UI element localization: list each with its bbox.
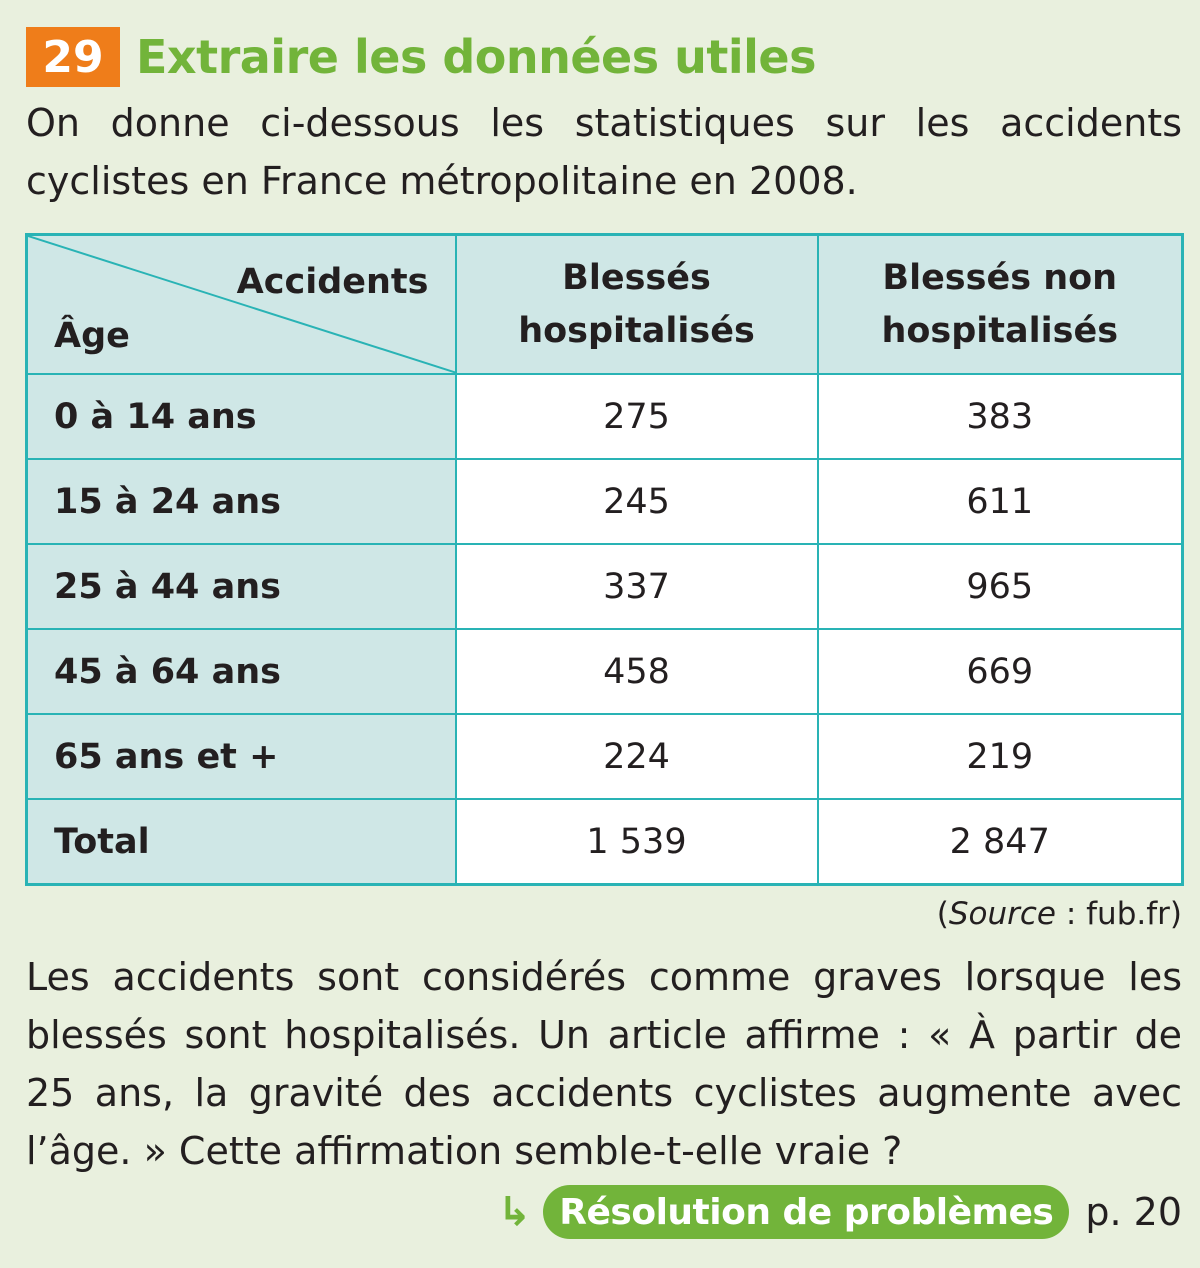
table-row [27,714,1183,799]
non-hospitalised-cell: 383 [818,374,1183,459]
problem-solving-link[interactable]: Résolution de problèmes [543,1185,1069,1239]
hospitalised-total-cell: 1 539 [456,799,818,885]
source-label: Source [948,896,1056,932]
corner-cell [27,235,456,375]
table-header-row [27,235,1183,375]
corner-label-accidents: Accidents [236,262,429,302]
non-hospitalised-cell: 965 [818,544,1183,629]
table-row [27,374,1183,459]
age-cell: 0 à 14 ans [27,374,456,459]
question-text: Les accidents sont considérés comme graves lorsque les blessés sont hospitalisés. Un article affirme : « À partir de 25 ans, la gravité des accidents cyclistes augmente avec l’âge. » Cette affirmation semble-t-elle vraie ? [26,955,1182,1173]
column-header-non-hospitalised: Blessés non hospitalisés [818,235,1183,375]
table-row-total [27,799,1183,885]
age-cell: 15 à 24 ans [27,459,456,544]
hospitalised-cell: 245 [456,459,818,544]
non-hospitalised-total-cell: 2 847 [818,799,1183,885]
age-cell: 65 ans et + [27,714,456,799]
intro-text: On donne ci-dessous les statistiques sur les accidents cyclistes en France métropolitaine en 2008. [26,101,1182,203]
statistics-table [25,233,1184,886]
hospitalised-cell: 275 [456,374,818,459]
non-hospitalised-cell: 669 [818,629,1183,714]
turn-arrow-icon: ↳ [497,1189,532,1235]
exercise-header [26,26,816,88]
table-row [27,544,1183,629]
non-hospitalised-cell: 219 [818,714,1183,799]
page-reference: p. 20 [1085,1190,1182,1234]
table-row [27,459,1183,544]
total-label-cell: Total [27,799,456,885]
column-header-hospitalised: Blessés hospitalisés [456,235,818,375]
non-hospitalised-cell: 611 [818,459,1183,544]
exercise-title: Extraire les données utiles [136,30,817,84]
corner-label-age: Âge [54,316,130,356]
hospitalised-cell: 224 [456,714,818,799]
age-cell: 25 à 44 ans [27,544,456,629]
age-cell: 45 à 64 ans [27,629,456,714]
source-note: (Source : fub.fr) [936,896,1182,932]
footer-reference [498,1184,1182,1240]
source-value: : fub.fr [1055,896,1170,932]
hospitalised-cell: 337 [456,544,818,629]
hospitalised-cell: 458 [456,629,818,714]
exercise-number-badge: 29 [26,27,120,87]
table-row [27,629,1183,714]
